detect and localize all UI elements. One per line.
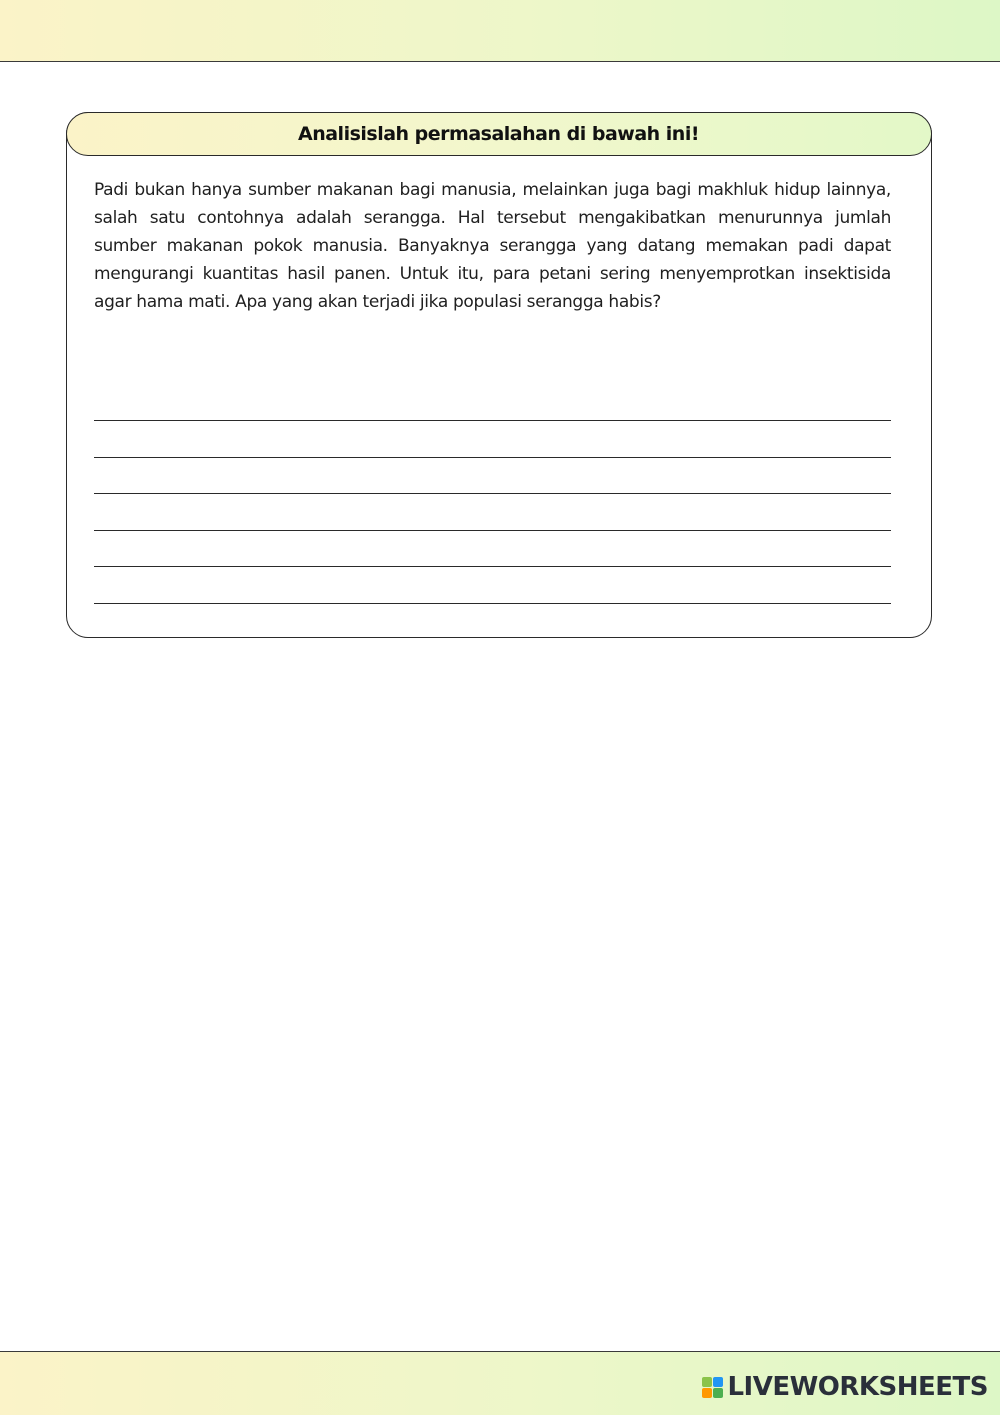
- logo-square: [713, 1388, 723, 1398]
- top-decorative-band: [0, 0, 1000, 62]
- question-text: Padi bukan hanya sumber makanan bagi manusia, melainkan juga bagi makhluk hidup lainnya, salah satu contohnya adalah serangga. Hal tersebut mengakibatkan menurunnya jumlah sumber makanan pokok manusia. Banyaknya serangga yang datang memakan padi dapat mengurangi kuantitas hasil panen. Untuk itu, para petani sering menyemprotkan insektisida agar hama mati. Apa yang akan terjadi jika populasi serangga habis?: [94, 180, 891, 312]
- answer-line[interactable]: [94, 566, 891, 567]
- liveworksheets-logo-icon: [702, 1377, 723, 1398]
- answer-line[interactable]: [94, 603, 891, 604]
- answer-line[interactable]: [94, 420, 891, 421]
- card-header: [66, 112, 932, 156]
- answer-line[interactable]: [94, 530, 891, 531]
- answer-line[interactable]: [94, 457, 891, 458]
- liveworksheets-logo: [702, 1372, 988, 1402]
- logo-square: [702, 1377, 712, 1387]
- worksheet-title: Analisislah permasalahan di bawah ini!: [298, 122, 699, 145]
- logo-text: LIVEWORKSHEETS: [727, 1372, 988, 1402]
- answer-area[interactable]: [94, 420, 891, 605]
- logo-square: [702, 1388, 712, 1398]
- logo-square: [713, 1377, 723, 1387]
- worksheet-card: [66, 112, 932, 638]
- answer-line[interactable]: [94, 493, 891, 494]
